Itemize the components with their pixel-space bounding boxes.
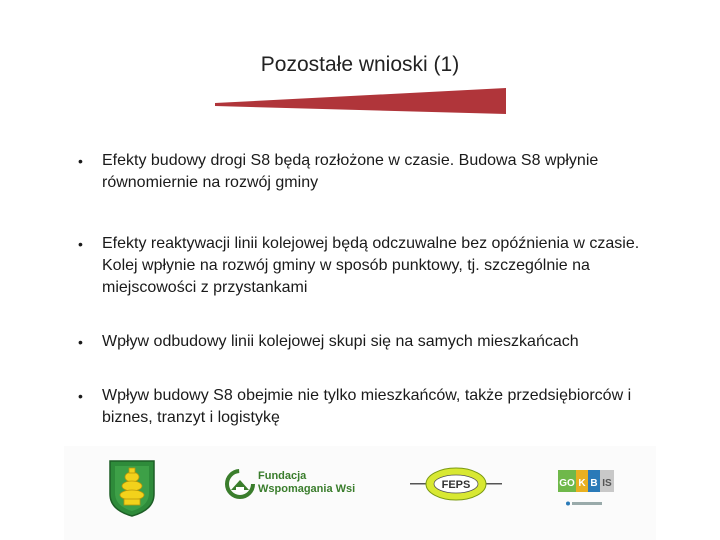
bullet-dot: • [78,388,83,404]
bullet-item [78,233,678,299]
bullet-item [78,331,678,353]
fundacja-emblem-icon [224,468,256,500]
bullet-text: Efekty reaktywacji linii kolejowej będą odczuwalne bez opóźnienia w czasie. Kolej wpłynie na rozwój gminy w sposób punktowy, tj. szczególnie na miejscowości z przystankami [102,235,640,296]
feps-label: FEPS [441,479,471,491]
title-underline-bar [215,86,506,116]
feps-logo [410,466,502,502]
bullet-dot: • [78,153,83,169]
bullet-text: Wpływ budowy S8 obejmie nie tylko mieszkańców, także przedsiębiorców i biznes, tranzyt i logistykę [102,387,632,426]
bullet-list [78,150,678,429]
fundacja-logo [224,468,374,500]
bullet-dot: • [78,334,83,350]
bullet-item [78,150,678,194]
gokbis-letter-1: GO [559,478,575,489]
coat-of-arms-icon [107,458,157,518]
fundacja-line2: Wspomagania Wsi [258,483,356,495]
bullet-text: Efekty budowy drogi S8 będą rozłożone w czasie. Budowa S8 wpłynie równomiernie na rozwój gminy [102,152,599,191]
bullet-text: Wpływ odbudowy linii kolejowej skupi się na samych mieszkańcach [102,333,579,350]
slide-title: Pozostałe wnioski (1) [260,53,460,76]
gokbis-logo [558,466,614,516]
bullet-item [78,385,678,429]
gokbis-letter-3: B [590,478,598,489]
gokbis-letter-2: K [578,478,586,489]
fundacja-line1: Fundacja [258,470,307,482]
bullet-dot: • [78,236,83,252]
gokbis-letter-4: IS [602,478,612,489]
